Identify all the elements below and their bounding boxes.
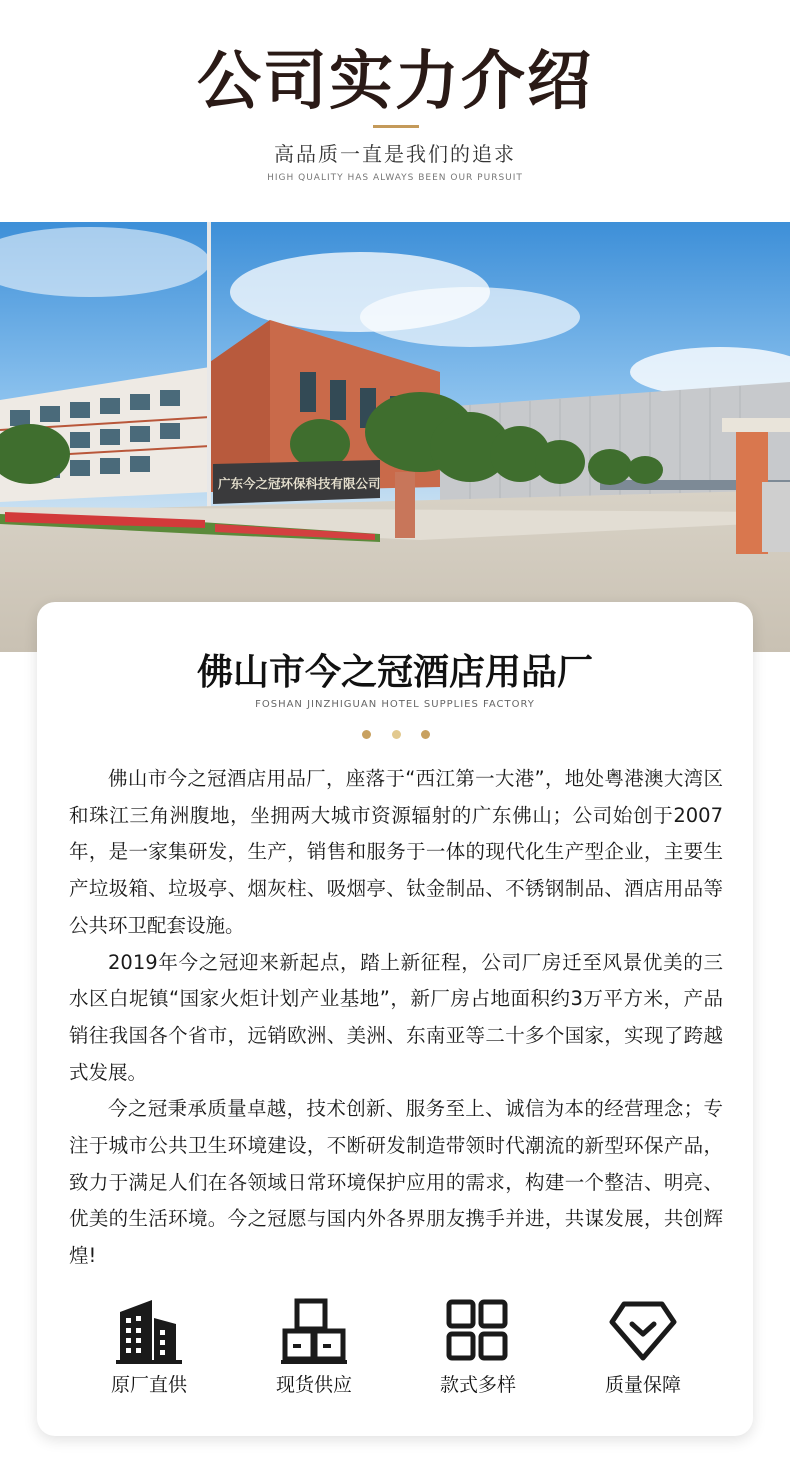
description-paragraph: 今之冠秉承质量卓越，技术创新、服务至上、诚信为本的经营理念；专注于城市公共卫生环境建设，不断研发制造带领时代潮流的新型环保产品，致力于满足人们在各领域日常环境保护应用的需求，构建一个整洁、明亮、优美的生活环境。今之冠愿与国内外各界朋友携手并进，共谋发展，共创辉煌! [69, 1097, 723, 1268]
feature-various-styles [418, 1298, 538, 1398]
grid-squares-icon [443, 1298, 513, 1364]
dot-3 [421, 730, 430, 739]
company-name: 佛山市今之冠酒店用品厂 [196, 652, 593, 693]
company-name-en: FOSHAN JINZHIGUAN HOTEL SUPPLIES FACTORY [255, 699, 535, 710]
feature-label: 质量保障 [604, 1374, 681, 1396]
feature-in-stock [254, 1298, 374, 1398]
feature-factory-direct [89, 1298, 209, 1398]
company-description [69, 761, 723, 1275]
diamond-check-icon [608, 1298, 678, 1364]
title-divider [373, 125, 419, 128]
stacked-boxes-icon [279, 1298, 349, 1364]
intro-header [0, 0, 790, 222]
feature-quality-assurance [583, 1298, 703, 1398]
description-paragraph: 2019年今之冠迎来新起点，踏上新征程，公司厂房迁至风景优美的三水区白坭镇“国家火炬计划产业基地”，新厂房占地面积约3万平方米，产品销往我国各个省市，远销欧洲、美洲、东南亚等二十多个国家，实现了跨越式发展。 [69, 950, 723, 1084]
factory-building-icon [114, 1298, 184, 1364]
decorative-dots [362, 730, 432, 742]
page-subtitle: 高品质一直是我们的追求 [274, 142, 516, 166]
description-paragraph: 佛山市今之冠酒店用品厂，座落于“西江第一大港”，地处粤港澳大湾区和珠江三角洲腹地，坐拥两大城市资源辐射的广东佛山；公司始创于2007年，是一家集研发，生产，销售和服务于一体的现代化生产型企业，主要生产垃圾箱、垃圾亭、烟灰柱、吸烟亭、钛金制品、不锈钢制品、酒店用品等公共环卫配套设施。 [69, 767, 723, 937]
feature-label: 现货供应 [275, 1374, 352, 1396]
feature-label: 原厂直供 [110, 1374, 187, 1396]
factory-photo [0, 222, 790, 652]
company-sign: 广东今之冠环保科技有限公司 [218, 476, 381, 491]
page-title: 公司实力介绍 [197, 45, 593, 119]
dot-1 [362, 730, 371, 739]
dot-2 [392, 730, 401, 739]
page-subtitle-en: HIGH QUALITY HAS ALWAYS BEEN OUR PURSUIT [267, 173, 523, 183]
feature-label: 款式多样 [439, 1374, 516, 1396]
